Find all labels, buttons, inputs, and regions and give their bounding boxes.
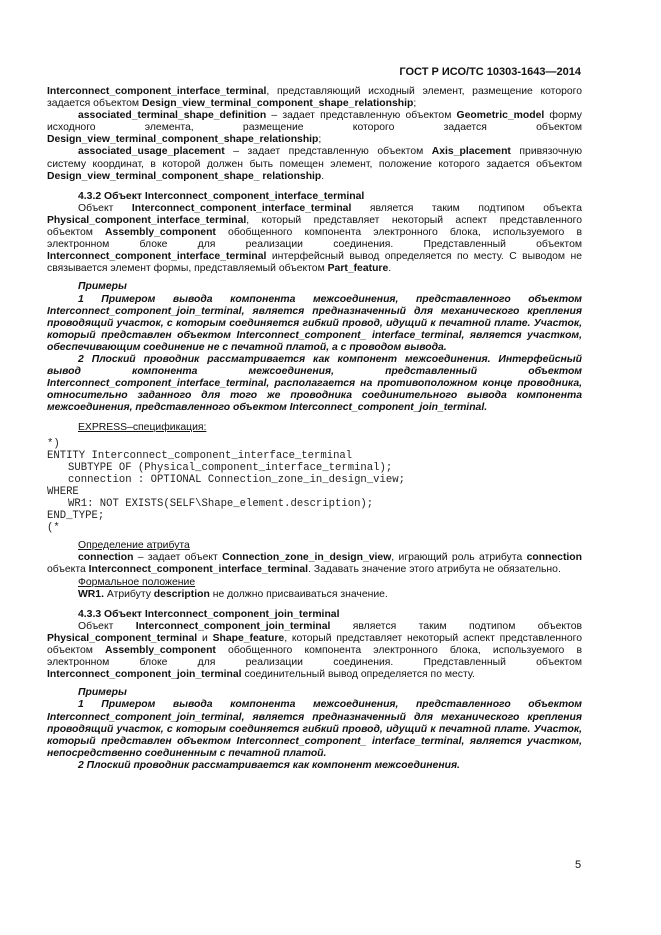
code-line: WR1: NOT EXISTS(SELF\Shape_element.description); bbox=[68, 498, 374, 510]
document-body bbox=[47, 86, 582, 772]
examples-label: Примеры bbox=[78, 281, 127, 293]
express-spec-label: EXPRESS–спецификация: bbox=[78, 422, 207, 434]
section-4-3-3-body: Объект Interconnect_component_join_terminal является таким подтипом объектов Physical_component_terminal и Shape_feature, который представляет некоторый аспект представленного объектом Assembly_component обобщенного компонента электронного блока, используемого в электронном блоке для реализации соединения. Представленный объектом Interconnect_component_join_terminal соединительный вывод определяется по месту. bbox=[47, 620, 582, 681]
page-number: 5 bbox=[575, 859, 582, 871]
code-line: SUBTYPE OF (Physical_component_interface_terminal); bbox=[68, 461, 393, 474]
intro-paragraph-3: associated_usage_placement – задает представленную объектом Axis_placement привязочную систему координат, в которой должен быть помещен элемент, положение которого задается объектом Design_view_terminal_component_shape_ relationship. bbox=[47, 146, 582, 182]
intro-paragraph-2: associated_terminal_shape_definition – задает представленную объектом Geometric_model форму исходного элемента, размещение которого задается объектом Design_view_terminal_component_shape_relationship; bbox=[47, 110, 582, 146]
express-code-block bbox=[47, 438, 582, 535]
standard-code-header: ГОСТ Р ИСО/ТС 10303-1643—2014 bbox=[399, 66, 581, 78]
formal-statement-body: WR1. Атрибуту description не должно присваиваться значение. bbox=[78, 588, 388, 600]
example-1: 1 Примером вывода компонента межсоединения, представленного объектом Interconnect_component_join_terminal, является предназначенный для механического крепления проводящий участок, с которым соединяется гибкий провод, идущий к печатной плате. Участок, который представлен объектом Interconnect_component_ interface_terminal, является участком, обеспечивающим соединение не с печатной платой, а с проводом вывода. bbox=[47, 293, 582, 353]
formal-statement-label: Формальное положение bbox=[78, 576, 196, 588]
code-line: ENTITY Interconnect_component_interface_terminal bbox=[47, 449, 353, 462]
code-line: *) bbox=[47, 437, 60, 450]
section-4-3-2-body: Объект Interconnect_component_interface_terminal является таким подтипом объекта Physical_component_interface_terminal, который представляет некоторый аспект представленного объектом Assembly_component обобщенного компонента электронного блока, используемого в электронном блоке для реализации соединения. Представленный объектом Interconnect_component_interface_terminal интерфейсный вывод определяется по месту. С выводом не связывается элемент формы, представляемый объектом Part_feature. bbox=[47, 202, 582, 275]
code-line: (* bbox=[47, 522, 60, 535]
examples-label: Примеры bbox=[78, 687, 127, 699]
attribute-definition-label: Определение атрибута bbox=[78, 540, 190, 552]
section-4-3-2-heading: 4.3.2 Объект Interconnect_component_interface_terminal bbox=[78, 190, 365, 202]
example-1: 1 Примером вывода компонента межсоединения, представленного объектом Interconnect_component_join_terminal, является предназначенный для механического крепления проводящий участок, с которым соединяется гибкий провод, идущий к печатной плате. Участок, который представлен объектом Interconnect_component_ interface_terminal, является участком, непосредственно соединенным с печатной платой. bbox=[47, 699, 582, 759]
code-line: END_TYPE; bbox=[47, 510, 105, 523]
code-line: WHERE bbox=[47, 485, 79, 498]
example-2: 2 Плоский проводник рассматривается как компонент межсоединения. bbox=[78, 759, 460, 771]
section-4-3-3-heading: 4.3.3 Объект Interconnect_component_join_terminal bbox=[78, 608, 340, 620]
attribute-definition-body: connection – задает объект Connection_zone_in_design_view, играющий роль атрибута connection объекта Interconnect_component_interface_terminal. Задавать значение этого атрибута не обязательно. bbox=[47, 552, 582, 576]
code-line: connection : OPTIONAL Connection_zone_in_design_view; bbox=[68, 473, 405, 486]
example-2: 2 Плоский проводник рассматривается как компонент межсоединения. Интерфейсный вывод компонента межсоединения, представленный объектом Interconnect_component_interface_terminal, располагается на противоположном конце проводника, относительно заданного для того же проводника соединительного вывода компонента межсоединения, представленного объектом Interconnect_component_join_terminal. bbox=[47, 353, 582, 414]
intro-paragraph-1: Interconnect_component_interface_terminal, представляющий исходный элемент, размещение которого задается объектом Design_view_terminal_component_shape_relationship; bbox=[47, 86, 582, 110]
